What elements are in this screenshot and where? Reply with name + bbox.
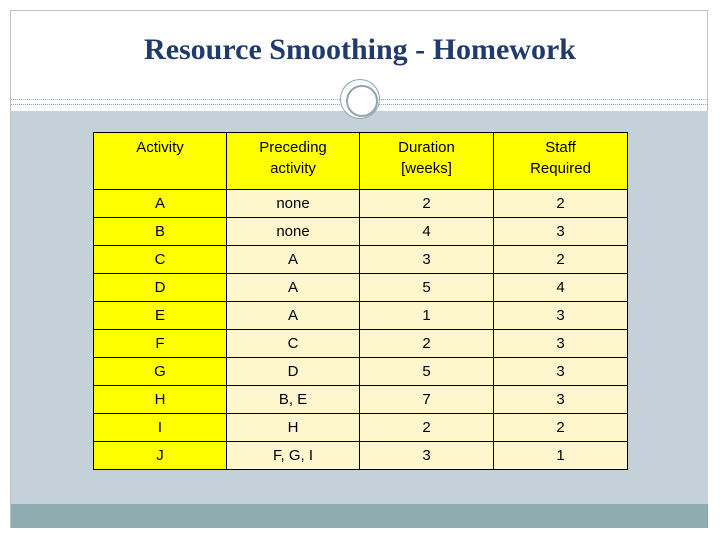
header-line: Activity — [136, 139, 184, 156]
table-row — [94, 330, 628, 358]
header-line: activity — [270, 160, 316, 177]
table-row — [94, 246, 628, 274]
table-row — [94, 358, 628, 386]
duration-cell: 3 — [360, 246, 494, 274]
table-row — [94, 218, 628, 246]
header-line: [weeks] — [401, 160, 452, 177]
table-row — [94, 302, 628, 330]
activity-cell: I — [94, 414, 227, 442]
activity-cell: F — [94, 330, 227, 358]
activity-cell: A — [94, 190, 227, 218]
preceding-cell: B, E — [227, 386, 360, 414]
staff-cell: 2 — [494, 414, 628, 442]
header-line: Duration — [398, 139, 455, 156]
staff-cell: 4 — [494, 274, 628, 302]
duration-cell: 5 — [360, 358, 494, 386]
staff-cell: 2 — [494, 190, 628, 218]
table-row — [94, 190, 628, 218]
activity-cell: E — [94, 302, 227, 330]
activity-cell: C — [94, 246, 227, 274]
duration-cell: 3 — [360, 442, 494, 470]
header-staff-required — [494, 133, 628, 190]
duration-cell: 5 — [360, 274, 494, 302]
preceding-cell: D — [227, 358, 360, 386]
staff-cell: 3 — [494, 358, 628, 386]
activity-cell: G — [94, 358, 227, 386]
staff-cell: 1 — [494, 442, 628, 470]
table-row — [94, 414, 628, 442]
preceding-cell: A — [227, 274, 360, 302]
preceding-cell: A — [227, 302, 360, 330]
preceding-cell: none — [227, 190, 360, 218]
preceding-cell: none — [227, 218, 360, 246]
activity-table — [93, 132, 628, 470]
preceding-cell: H — [227, 414, 360, 442]
table-header-row — [94, 133, 628, 190]
duration-cell: 2 — [360, 414, 494, 442]
footer-bar — [11, 504, 708, 528]
duration-cell: 2 — [360, 190, 494, 218]
activity-cell: J — [94, 442, 227, 470]
staff-cell: 2 — [494, 246, 628, 274]
activity-cell: D — [94, 274, 227, 302]
duration-cell: 7 — [360, 386, 494, 414]
circle-ornament-icon — [340, 79, 380, 119]
staff-cell: 3 — [494, 330, 628, 358]
staff-cell: 3 — [494, 386, 628, 414]
header-line: Staff — [545, 139, 576, 156]
preceding-cell: C — [227, 330, 360, 358]
ring-icon — [346, 85, 378, 117]
table-row — [94, 386, 628, 414]
preceding-cell: A — [227, 246, 360, 274]
table-row — [94, 274, 628, 302]
duration-cell: 1 — [360, 302, 494, 330]
activity-cell: B — [94, 218, 227, 246]
staff-cell: 3 — [494, 218, 628, 246]
header-activity — [94, 133, 227, 190]
activity-cell: H — [94, 386, 227, 414]
table-row — [94, 442, 628, 470]
header-line: Preceding — [259, 139, 327, 156]
header-preceding-activity — [227, 133, 360, 190]
duration-cell: 4 — [360, 218, 494, 246]
staff-cell: 3 — [494, 302, 628, 330]
duration-cell: 2 — [360, 330, 494, 358]
slide-title: Resource Smoothing - Homework — [144, 33, 576, 66]
preceding-cell: F, G, I — [227, 442, 360, 470]
header-line: Required — [530, 160, 591, 177]
header-duration — [360, 133, 494, 190]
